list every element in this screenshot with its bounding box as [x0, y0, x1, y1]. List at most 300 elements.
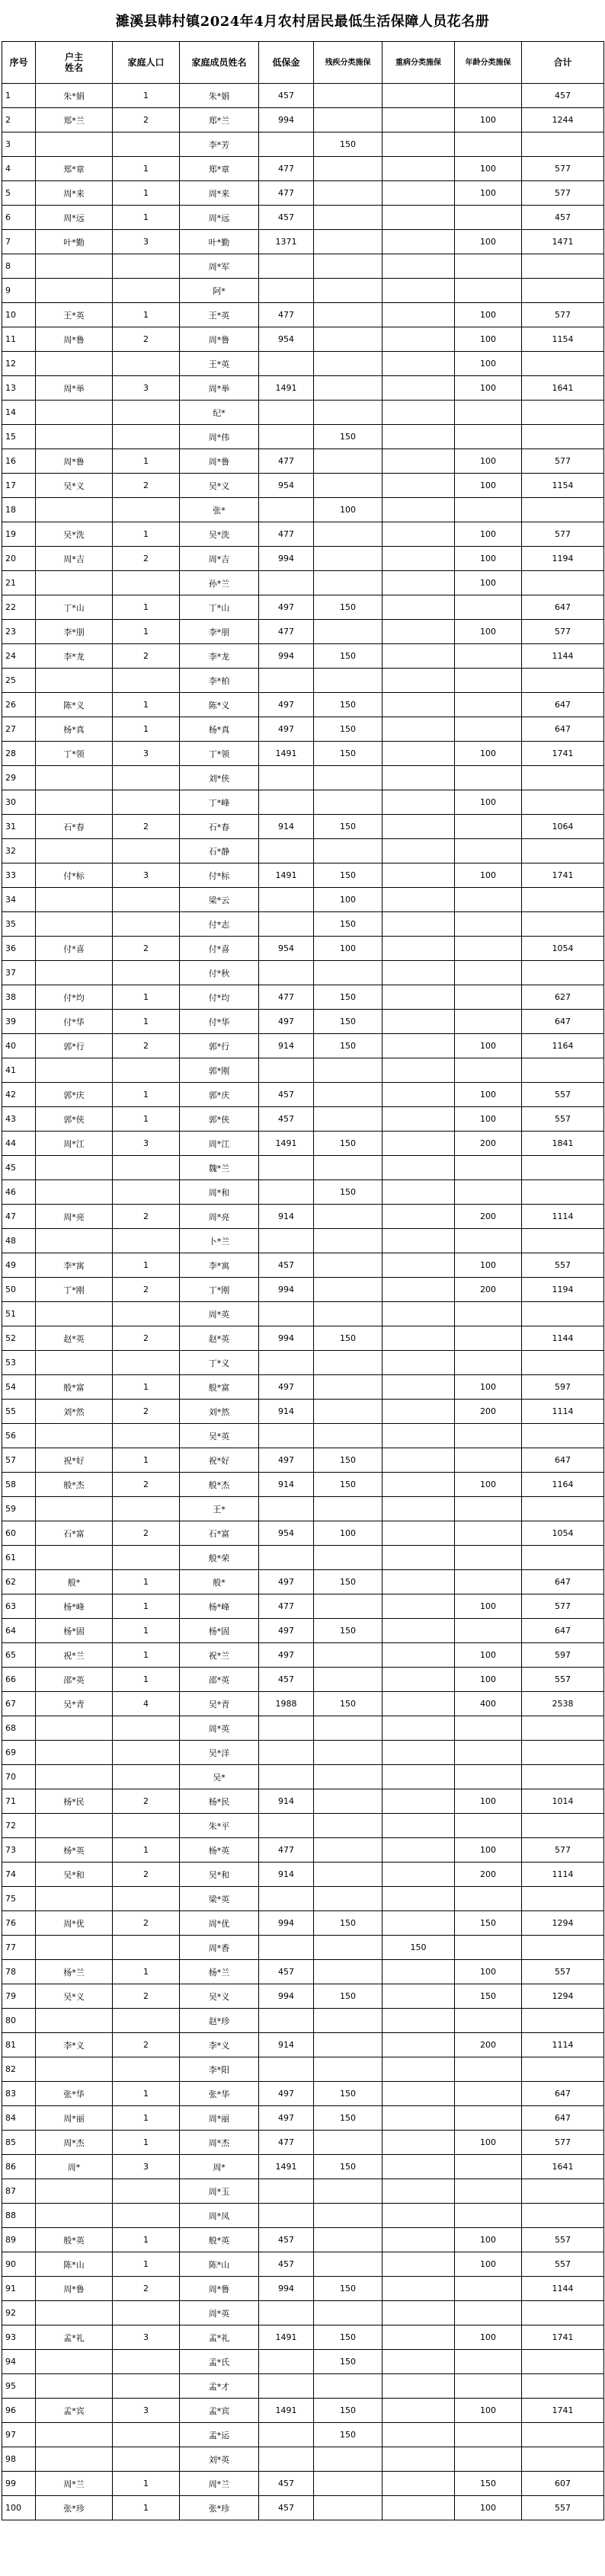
- cell-member-name: 吴*洋: [180, 1741, 259, 1765]
- cell-household-size: [113, 1302, 180, 1326]
- cell-disability: 150: [314, 644, 383, 669]
- cell-disability: [314, 1205, 383, 1229]
- cell-disability: 150: [314, 1180, 383, 1205]
- table-row: [2, 1278, 604, 1302]
- cell-total: 577: [522, 303, 604, 327]
- cell-household-size: 2: [113, 1278, 180, 1302]
- cell-seq: 18: [2, 498, 36, 522]
- cell-dibao: 1491: [259, 2155, 314, 2179]
- cell-age: [455, 937, 522, 961]
- cell-dibao: 497: [259, 1375, 314, 1400]
- cell-householder: [36, 912, 113, 937]
- cell-dibao: [259, 1497, 314, 1521]
- cell-householder: 石*富: [36, 1521, 113, 1546]
- cell-seq: 97: [2, 2423, 36, 2447]
- header-age: 年龄分类施保: [455, 42, 522, 84]
- table-row: [2, 985, 604, 1010]
- cell-age: 100: [455, 790, 522, 815]
- cell-disability: [314, 376, 383, 401]
- cell-age: [455, 766, 522, 790]
- cell-seq: 98: [2, 2447, 36, 2472]
- table-row: [2, 2033, 604, 2057]
- table-row: [2, 961, 604, 985]
- cell-illness: [383, 474, 455, 498]
- cell-household-size: 1: [113, 181, 180, 206]
- cell-age: [455, 1716, 522, 1741]
- cell-seq: 6: [2, 206, 36, 230]
- cell-illness: [383, 1326, 455, 1351]
- header-householder: 户主 姓名: [36, 42, 113, 84]
- cell-householder: 付*标: [36, 863, 113, 888]
- table-row: [2, 2082, 604, 2106]
- cell-illness: [383, 1887, 455, 1911]
- cell-member-name: 刘*侠: [180, 766, 259, 790]
- table-row: [2, 1326, 604, 1351]
- table-row: [2, 1521, 604, 1546]
- table-row: [2, 1034, 604, 1058]
- cell-member-name: 周*举: [180, 376, 259, 401]
- table-row: [2, 620, 604, 644]
- table-row: [2, 1497, 604, 1521]
- cell-illness: [383, 2009, 455, 2033]
- table-row: [2, 2374, 604, 2399]
- cell-dibao: 994: [259, 1984, 314, 2009]
- cell-illness: [383, 1619, 455, 1643]
- cell-dibao: 1491: [259, 863, 314, 888]
- cell-illness: [383, 1497, 455, 1521]
- cell-member-name: 周*亮: [180, 1205, 259, 1229]
- cell-member-name: 丁*刚: [180, 1278, 259, 1302]
- cell-total: [522, 1351, 604, 1375]
- cell-member-name: 付*秋: [180, 961, 259, 985]
- cell-age: 100: [455, 1375, 522, 1400]
- cell-member-name: 丁*山: [180, 595, 259, 620]
- cell-seq: 21: [2, 571, 36, 595]
- cell-household-size: [113, 425, 180, 449]
- cell-total: 597: [522, 1375, 604, 1400]
- cell-disability: [314, 1424, 383, 1448]
- cell-household-size: 3: [113, 2325, 180, 2350]
- cell-age: 100: [455, 327, 522, 352]
- table-row: [2, 742, 604, 766]
- cell-disability: [314, 303, 383, 327]
- cell-age: 200: [455, 1400, 522, 1424]
- cell-age: [455, 815, 522, 839]
- cell-total: [522, 2301, 604, 2325]
- cell-disability: 150: [314, 2277, 383, 2301]
- cell-age: [455, 2106, 522, 2131]
- cell-illness: [383, 2472, 455, 2496]
- cell-household-size: [113, 1351, 180, 1375]
- cell-total: 1841: [522, 1132, 604, 1156]
- cell-illness: [383, 1765, 455, 1789]
- cell-householder: 李*朋: [36, 620, 113, 644]
- table-row: [2, 2204, 604, 2228]
- cell-member-name: 李*芳: [180, 132, 259, 157]
- table-row: [2, 1058, 604, 1083]
- cell-total: [522, 839, 604, 863]
- table-row: [2, 571, 604, 595]
- cell-member-name: 付*均: [180, 985, 259, 1010]
- cell-illness: [383, 2374, 455, 2399]
- table-row: [2, 181, 604, 206]
- cell-member-name: 吴*洗: [180, 522, 259, 547]
- cell-disability: [314, 84, 383, 108]
- cell-age: 200: [455, 1132, 522, 1156]
- cell-seq: 26: [2, 693, 36, 717]
- cell-member-name: 杨*兰: [180, 1960, 259, 1984]
- cell-dibao: 477: [259, 985, 314, 1010]
- cell-total: [522, 669, 604, 693]
- cell-illness: [383, 1132, 455, 1156]
- cell-illness: [383, 2496, 455, 2520]
- cell-seq: 8: [2, 254, 36, 279]
- cell-household-size: [113, 1180, 180, 1205]
- cell-householder: 周*远: [36, 206, 113, 230]
- cell-seq: 82: [2, 2057, 36, 2082]
- cell-member-name: 石*春: [180, 815, 259, 839]
- cell-dibao: 477: [259, 620, 314, 644]
- cell-dibao: 457: [259, 206, 314, 230]
- cell-household-size: 2: [113, 1789, 180, 1814]
- cell-illness: [383, 1668, 455, 1692]
- cell-household-size: [113, 888, 180, 912]
- cell-household-size: [113, 352, 180, 376]
- cell-dibao: [259, 1887, 314, 1911]
- cell-dibao: [259, 2057, 314, 2082]
- cell-householder: 周*来: [36, 181, 113, 206]
- cell-householder: 周*鲁: [36, 327, 113, 352]
- cell-member-name: 般*荣: [180, 1546, 259, 1570]
- cell-dibao: 497: [259, 1448, 314, 1473]
- cell-member-name: 吴*义: [180, 474, 259, 498]
- cell-illness: [383, 84, 455, 108]
- table-row: [2, 2252, 604, 2277]
- cell-householder: 张*珍: [36, 2496, 113, 2520]
- cell-householder: [36, 2009, 113, 2033]
- cell-seq: 63: [2, 1594, 36, 1619]
- cell-member-name: 周*香: [180, 1936, 259, 1960]
- cell-householder: 郭*侠: [36, 1107, 113, 1132]
- cell-dibao: [259, 1936, 314, 1960]
- cell-dibao: [259, 1814, 314, 1838]
- cell-household-size: 1: [113, 985, 180, 1010]
- cell-seq: 52: [2, 1326, 36, 1351]
- cell-household-size: 1: [113, 2496, 180, 2520]
- cell-dibao: [259, 352, 314, 376]
- table-row: [2, 1619, 604, 1643]
- cell-seq: 30: [2, 790, 36, 815]
- cell-seq: 58: [2, 1473, 36, 1497]
- cell-dibao: 914: [259, 1863, 314, 1887]
- cell-seq: 92: [2, 2301, 36, 2325]
- cell-disability: [314, 1716, 383, 1741]
- cell-dibao: 914: [259, 2033, 314, 2057]
- cell-household-size: [113, 2057, 180, 2082]
- cell-household-size: 3: [113, 2399, 180, 2423]
- cell-householder: 吴*青: [36, 1692, 113, 1716]
- cell-age: [455, 1741, 522, 1765]
- cell-member-name: 周*远: [180, 206, 259, 230]
- cell-seq: 78: [2, 1960, 36, 1984]
- cell-dibao: 954: [259, 1521, 314, 1546]
- cell-illness: [383, 1546, 455, 1570]
- cell-total: [522, 571, 604, 595]
- cell-householder: [36, 132, 113, 157]
- cell-household-size: 2: [113, 474, 180, 498]
- cell-dibao: 1491: [259, 2325, 314, 2350]
- cell-age: [455, 1156, 522, 1180]
- cell-age: [455, 1351, 522, 1375]
- cell-seq: 96: [2, 2399, 36, 2423]
- cell-member-name: 周*伟: [180, 425, 259, 449]
- cell-seq: 47: [2, 1205, 36, 1229]
- cell-total: [522, 1814, 604, 1838]
- cell-householder: 周*举: [36, 376, 113, 401]
- cell-total: 1064: [522, 815, 604, 839]
- table-row: [2, 912, 604, 937]
- cell-householder: 周*亮: [36, 1205, 113, 1229]
- cell-seq: 3: [2, 132, 36, 157]
- cell-seq: 70: [2, 1765, 36, 1789]
- cell-seq: 71: [2, 1789, 36, 1814]
- cell-member-name: 般*杰: [180, 1473, 259, 1497]
- cell-household-size: [113, 1765, 180, 1789]
- cell-householder: [36, 425, 113, 449]
- cell-member-name: 周*兰: [180, 2472, 259, 2496]
- table-row: [2, 230, 604, 254]
- cell-total: [522, 961, 604, 985]
- cell-age: 150: [455, 1911, 522, 1936]
- cell-seq: 84: [2, 2106, 36, 2131]
- cell-illness: [383, 815, 455, 839]
- cell-member-name: 孟*氏: [180, 2350, 259, 2374]
- cell-disability: [314, 181, 383, 206]
- cell-seq: 39: [2, 1010, 36, 1034]
- cell-age: 100: [455, 863, 522, 888]
- cell-seq: 95: [2, 2374, 36, 2399]
- cell-member-name: 李*柏: [180, 669, 259, 693]
- cell-member-name: 吴*: [180, 1765, 259, 1789]
- cell-household-size: [113, 1741, 180, 1765]
- cell-dibao: 1491: [259, 2399, 314, 2423]
- cell-member-name: 刘*英: [180, 2447, 259, 2472]
- cell-member-name: 杨*峰: [180, 1594, 259, 1619]
- cell-total: 557: [522, 1253, 604, 1278]
- cell-householder: [36, 2350, 113, 2374]
- cell-age: [455, 961, 522, 985]
- header-household-size: 家庭人口: [113, 42, 180, 84]
- cell-dibao: 457: [259, 2496, 314, 2520]
- cell-seq: 57: [2, 1448, 36, 1473]
- cell-total: [522, 2374, 604, 2399]
- cell-disability: [314, 1497, 383, 1521]
- cell-total: [522, 1058, 604, 1083]
- cell-total: 577: [522, 1594, 604, 1619]
- cell-total: 647: [522, 1570, 604, 1594]
- cell-householder: 孟*礼: [36, 2325, 113, 2350]
- cell-household-size: 2: [113, 327, 180, 352]
- cell-illness: [383, 2399, 455, 2423]
- cell-dibao: [259, 2350, 314, 2374]
- table-row: [2, 1765, 604, 1789]
- table-row: [2, 2155, 604, 2179]
- cell-illness: [383, 1473, 455, 1497]
- cell-dibao: [259, 1741, 314, 1765]
- cell-member-name: 李*阳: [180, 2057, 259, 2082]
- cell-seq: 9: [2, 279, 36, 303]
- cell-total: 1741: [522, 2325, 604, 2350]
- cell-illness: [383, 2106, 455, 2131]
- cell-illness: [383, 449, 455, 474]
- cell-illness: [383, 132, 455, 157]
- cell-householder: [36, 279, 113, 303]
- cell-dibao: [259, 132, 314, 157]
- cell-disability: [314, 2252, 383, 2277]
- cell-member-name: 周*鲁: [180, 327, 259, 352]
- header-illness: 重病分类施保: [383, 42, 455, 84]
- cell-seq: 94: [2, 2350, 36, 2374]
- cell-illness: [383, 1692, 455, 1716]
- cell-household-size: [113, 1936, 180, 1960]
- cell-household-size: [113, 2179, 180, 2204]
- cell-member-name: 陈*义: [180, 693, 259, 717]
- cell-household-size: 3: [113, 1132, 180, 1156]
- cell-disability: 150: [314, 2423, 383, 2447]
- cell-disability: [314, 1814, 383, 1838]
- cell-seq: 69: [2, 1741, 36, 1765]
- cell-seq: 34: [2, 888, 36, 912]
- cell-disability: [314, 327, 383, 352]
- cell-total: [522, 1741, 604, 1765]
- cell-age: 100: [455, 1668, 522, 1692]
- cell-age: [455, 132, 522, 157]
- cell-age: [455, 2082, 522, 2106]
- cell-age: [455, 1765, 522, 1789]
- cell-age: [455, 2155, 522, 2179]
- cell-total: 577: [522, 1838, 604, 1863]
- cell-illness: [383, 1400, 455, 1424]
- cell-illness: [383, 1107, 455, 1132]
- cell-total: [522, 279, 604, 303]
- cell-member-name: 吴*英: [180, 1424, 259, 1448]
- cell-dibao: 497: [259, 1619, 314, 1643]
- cell-illness: [383, 620, 455, 644]
- cell-household-size: 2: [113, 1911, 180, 1936]
- cell-disability: [314, 1546, 383, 1570]
- cell-disability: [314, 1668, 383, 1692]
- cell-householder: [36, 498, 113, 522]
- cell-age: 100: [455, 1083, 522, 1107]
- cell-householder: 李*义: [36, 2033, 113, 2057]
- cell-dibao: 994: [259, 1278, 314, 1302]
- cell-member-name: 张*华: [180, 2082, 259, 2106]
- cell-dibao: 497: [259, 1570, 314, 1594]
- cell-dibao: [259, 1424, 314, 1448]
- cell-illness: [383, 1594, 455, 1619]
- cell-seq: 73: [2, 1838, 36, 1863]
- table-row: [2, 2106, 604, 2131]
- cell-age: 100: [455, 2325, 522, 2350]
- cell-seq: 88: [2, 2204, 36, 2228]
- cell-member-name: 孟*礼: [180, 2325, 259, 2350]
- cell-disability: [314, 839, 383, 863]
- cell-member-name: 周*凤: [180, 2204, 259, 2228]
- cell-dibao: 994: [259, 2277, 314, 2301]
- cell-age: 100: [455, 1789, 522, 1814]
- cell-illness: [383, 401, 455, 425]
- header-seq: 序号: [2, 42, 36, 84]
- table-row: [2, 888, 604, 912]
- cell-household-size: 1: [113, 2228, 180, 2252]
- cell-household-size: 1: [113, 1570, 180, 1594]
- cell-dibao: 994: [259, 1911, 314, 1936]
- cell-householder: 周*: [36, 2155, 113, 2179]
- cell-household-size: 1: [113, 1960, 180, 1984]
- cell-seq: 46: [2, 1180, 36, 1205]
- table-row: [2, 2423, 604, 2447]
- cell-seq: 36: [2, 937, 36, 961]
- cell-age: 200: [455, 1863, 522, 1887]
- cell-seq: 23: [2, 620, 36, 644]
- cell-age: [455, 2350, 522, 2374]
- cell-householder: 周*优: [36, 1911, 113, 1936]
- table-row: [2, 863, 604, 888]
- cell-illness: [383, 839, 455, 863]
- cell-seq: 65: [2, 1643, 36, 1668]
- cell-total: 1471: [522, 230, 604, 254]
- cell-dibao: [259, 912, 314, 937]
- cell-disability: 150: [314, 425, 383, 449]
- cell-disability: [314, 2009, 383, 2033]
- cell-dibao: 1491: [259, 376, 314, 401]
- cell-illness: [383, 644, 455, 669]
- cell-household-size: 1: [113, 717, 180, 742]
- cell-illness: [383, 2082, 455, 2106]
- cell-dibao: 477: [259, 181, 314, 206]
- cell-illness: [383, 2252, 455, 2277]
- table-row: [2, 2325, 604, 2350]
- cell-age: 100: [455, 1960, 522, 1984]
- cell-disability: [314, 669, 383, 693]
- cell-householder: [36, 1716, 113, 1741]
- cell-householder: [36, 1936, 113, 1960]
- table-row: [2, 1594, 604, 1619]
- cell-age: [455, 2277, 522, 2301]
- cell-household-size: 2: [113, 108, 180, 132]
- cell-illness: [383, 1911, 455, 1936]
- cell-household-size: 2: [113, 1034, 180, 1058]
- cell-total: [522, 1180, 604, 1205]
- cell-householder: [36, 669, 113, 693]
- cell-disability: [314, 352, 383, 376]
- cell-disability: [314, 2228, 383, 2252]
- cell-total: 647: [522, 1619, 604, 1643]
- cell-household-size: 1: [113, 1668, 180, 1692]
- cell-dibao: [259, 2447, 314, 2472]
- cell-seq: 79: [2, 1984, 36, 2009]
- cell-age: [455, 1546, 522, 1570]
- cell-household-size: [113, 571, 180, 595]
- cell-total: 577: [522, 2131, 604, 2155]
- cell-member-name: 付*喜: [180, 937, 259, 961]
- cell-illness: [383, 1570, 455, 1594]
- cell-seq: 43: [2, 1107, 36, 1132]
- table-row: [2, 2228, 604, 2252]
- cell-total: 557: [522, 1960, 604, 1984]
- cell-age: 100: [455, 1594, 522, 1619]
- cell-disability: [314, 1887, 383, 1911]
